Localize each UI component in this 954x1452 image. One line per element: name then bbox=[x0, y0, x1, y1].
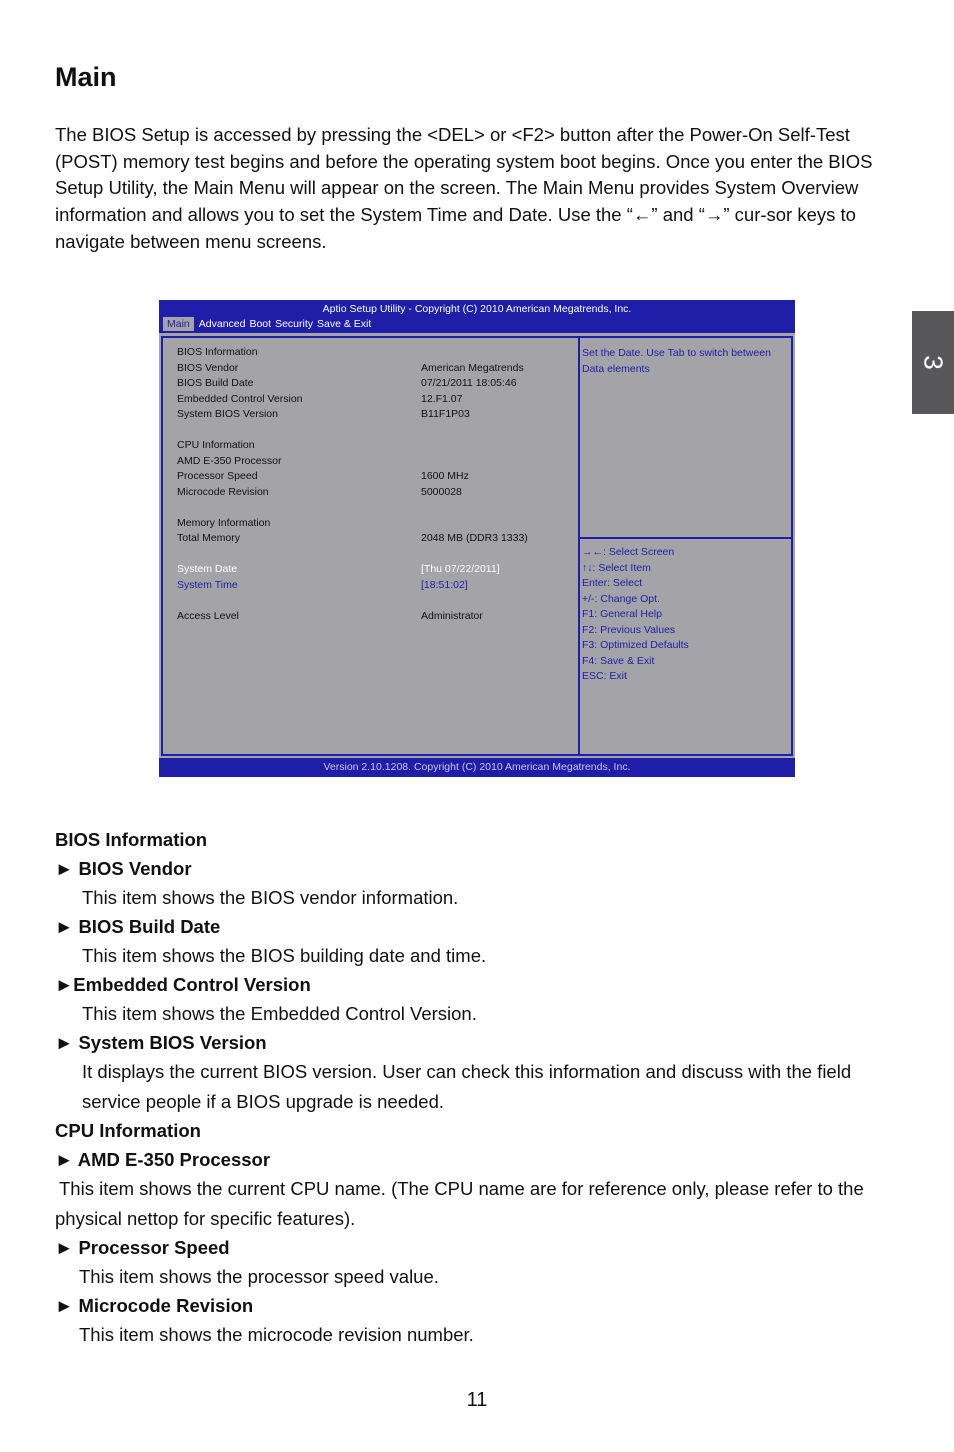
bios-row bbox=[177, 516, 577, 532]
item-desc-amd-processor: This item shows the current CPU name. (The CPU name are for reference only, please refer to the physical nettop for specific features). bbox=[55, 1178, 864, 1229]
bios-row bbox=[177, 531, 577, 547]
bios-row-spacer bbox=[177, 593, 577, 609]
bios-settings-list bbox=[177, 345, 577, 624]
bios-row bbox=[177, 438, 577, 454]
item-title-bios-vendor: ► BIOS Vendor bbox=[55, 858, 192, 879]
chapter-tab bbox=[912, 311, 954, 414]
bios-row-label: Access Level bbox=[177, 609, 239, 622]
bios-row-value: 5000028 bbox=[421, 485, 462, 498]
bios-row bbox=[177, 361, 577, 377]
bios-row-label bbox=[177, 547, 421, 563]
bios-row-value: 07/21/2011 18:05:46 bbox=[421, 377, 517, 389]
bios-row-label: System Time bbox=[177, 578, 238, 591]
item-title-microcode-revision: ► Microcode Revision bbox=[55, 1295, 254, 1316]
chapter-number: 3 bbox=[918, 355, 949, 370]
key-esc: ESC: Exit bbox=[582, 670, 627, 682]
bios-row-value: American Megatrends bbox=[421, 361, 524, 374]
item-desc-processor-speed: This item shows the processor speed value. bbox=[79, 1266, 439, 1287]
item-title-ec-version: ►Embedded Control Version bbox=[55, 974, 311, 995]
key-select-item: ↑↓: Select Item bbox=[582, 561, 651, 574]
key-f2: F2: Previous Values bbox=[582, 623, 676, 636]
bios-row-value: 2048 MB (DDR3 1333) bbox=[421, 532, 528, 544]
bios-tab-bar bbox=[163, 317, 373, 331]
bios-row bbox=[177, 469, 577, 485]
bios-row-label: Memory Information bbox=[177, 516, 271, 529]
key-f1: F1: General Help bbox=[582, 608, 662, 620]
bios-row-label: CPU Information bbox=[177, 439, 255, 451]
bios-row bbox=[177, 376, 577, 392]
item-title-system-bios-version: ► System BIOS Version bbox=[55, 1032, 267, 1053]
bios-row bbox=[177, 454, 577, 470]
bios-row-label: Total Memory bbox=[177, 532, 241, 544]
page-title: Main bbox=[55, 62, 117, 92]
bios-header bbox=[159, 300, 795, 333]
bios-screenshot bbox=[159, 300, 795, 777]
item-desc-bios-vendor: This item shows the BIOS vendor information. bbox=[82, 887, 459, 908]
item-title-processor-speed: ► Processor Speed bbox=[55, 1237, 230, 1258]
system-date-field[interactable]: [Thu 07/22/2011] bbox=[421, 563, 500, 575]
bios-row-system-time[interactable] bbox=[177, 578, 577, 594]
section-title-bios-information: BIOS Information bbox=[55, 829, 208, 850]
item-desc-microcode-revision: This item shows the microcode revision number. bbox=[79, 1324, 474, 1345]
item-title-amd-processor: ► AMD E-350 Processor bbox=[55, 1149, 271, 1170]
bios-version: Version 2.10.1208. Copyright (C) 2010 American Megatrends, Inc. bbox=[323, 761, 631, 773]
key-select-screen: →←: Select Screen bbox=[582, 546, 675, 558]
item-desc-bios-build-date: This item shows the BIOS building date and time. bbox=[82, 945, 487, 966]
key-f3: F3: Optimized Defaults bbox=[582, 639, 689, 651]
section-title-cpu-information: CPU Information bbox=[55, 1120, 201, 1141]
bios-footer bbox=[159, 758, 795, 777]
bios-tab-security[interactable]: Security bbox=[275, 318, 314, 330]
bios-row-value: Administrator bbox=[421, 609, 483, 622]
bios-row-label: Embedded Control Version bbox=[177, 392, 303, 405]
bios-row-label bbox=[177, 593, 421, 609]
bios-tab-boot[interactable]: Boot bbox=[249, 318, 272, 330]
intro-paragraph: The BIOS Setup is accessed by pressing the <DEL> or <F2> button after the Power-On Self-Test (POST) memory test begins and before the operating system boot begins. Once you enter the BIOS Setup Utility, the Main Menu will appear on the screen. The Main Menu provides System Overview information and allows you to set the System Time and Date. Use the “←” and “→” cur-sor keys to navigate between menu screens. bbox=[55, 124, 873, 252]
bios-row bbox=[177, 392, 577, 408]
bios-row-label: AMD E-350 Processor bbox=[177, 454, 282, 467]
bios-row-system-date[interactable] bbox=[177, 562, 577, 578]
bios-row-value: B11F1P03 bbox=[421, 408, 470, 420]
bios-row-value: 1600 MHz bbox=[421, 470, 469, 482]
system-time-field[interactable]: [18:51:02] bbox=[421, 578, 468, 591]
bios-key-legend bbox=[582, 545, 782, 685]
key-f4: F4: Save & Exit bbox=[582, 654, 655, 667]
key-change-opt: +/-: Change Opt. bbox=[582, 592, 660, 605]
bios-row-label: BIOS Vendor bbox=[177, 361, 239, 374]
page-number: 11 bbox=[466, 1389, 488, 1411]
bios-row-value: 12.F1.07 bbox=[421, 392, 463, 405]
item-descriptions bbox=[55, 825, 905, 1349]
bios-tab-advanced[interactable]: Advanced bbox=[198, 318, 246, 330]
bios-row-label: System Date bbox=[177, 563, 238, 575]
bios-row-label: System BIOS Version bbox=[177, 408, 278, 420]
bios-help-text: Set the Date. Use Tab to switch between Data elements bbox=[582, 347, 771, 375]
bios-divider-vertical bbox=[578, 338, 580, 754]
item-desc-ec-version: This item shows the Embedded Control Version. bbox=[82, 1003, 477, 1024]
bios-row-label: Processor Speed bbox=[177, 470, 258, 482]
bios-tab-save-exit[interactable]: Save & Exit bbox=[317, 318, 372, 330]
bios-row-label: Microcode Revision bbox=[177, 485, 269, 498]
bios-row-spacer bbox=[177, 547, 577, 563]
bios-row-label bbox=[177, 500, 421, 516]
bios-title: Aptio Setup Utility - Copyright (C) 2010 American Megatrends, Inc. bbox=[322, 303, 632, 315]
key-enter: Enter: Select bbox=[582, 577, 643, 589]
bios-row-label: BIOS Build Date bbox=[177, 377, 254, 389]
bios-row bbox=[177, 345, 577, 361]
bios-row bbox=[177, 407, 577, 423]
bios-tab-main[interactable]: Main bbox=[163, 317, 194, 331]
item-title-bios-build-date: ► BIOS Build Date bbox=[55, 916, 221, 937]
bios-row-label: BIOS Information bbox=[177, 346, 258, 358]
bios-row bbox=[177, 485, 577, 501]
item-desc-system-bios-version: It displays the current BIOS version. User can check this information and discuss with the field service people if a BIOS upgrade is needed. bbox=[82, 1061, 852, 1112]
bios-content-frame bbox=[161, 336, 793, 756]
bios-row bbox=[177, 609, 577, 625]
bios-row-spacer bbox=[177, 500, 577, 516]
bios-row-spacer bbox=[177, 423, 577, 439]
bios-divider-horizontal bbox=[580, 537, 791, 539]
bios-row-label bbox=[177, 423, 421, 439]
